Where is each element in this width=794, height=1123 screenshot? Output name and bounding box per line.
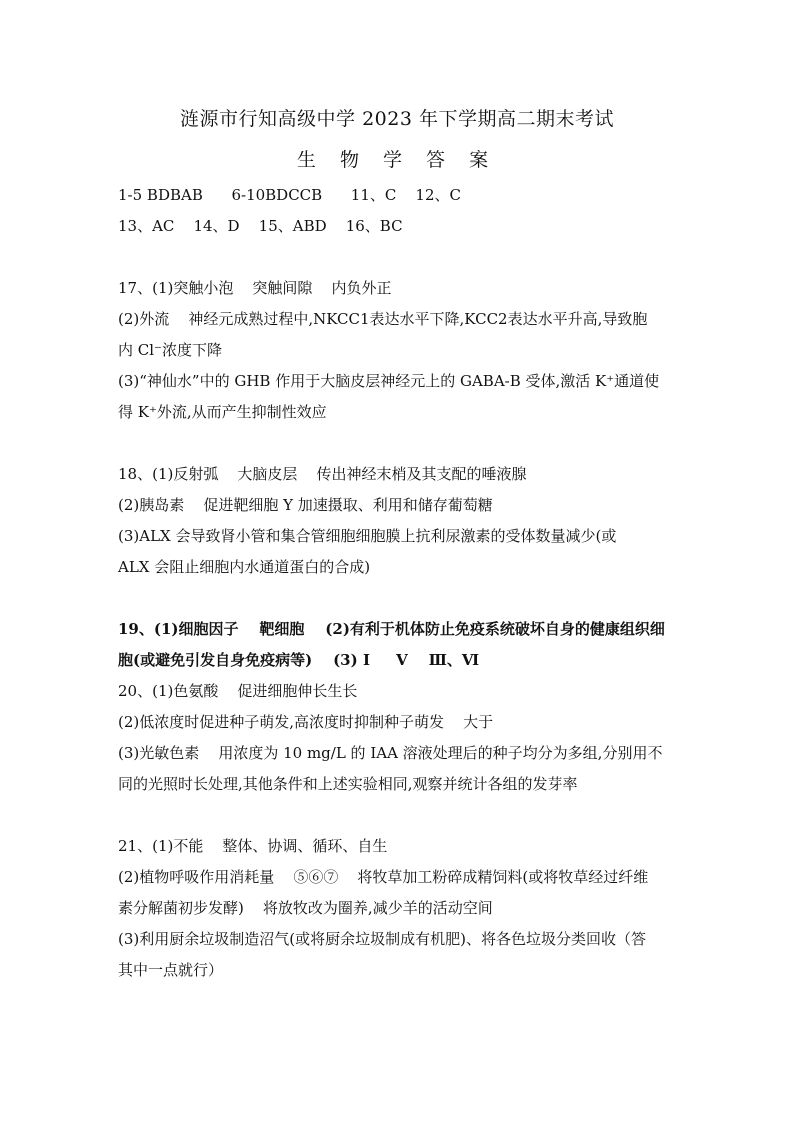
q19-line-2: 胞(或避免引发自身免疫病等) (3) Ⅰ Ⅴ Ⅲ、Ⅵ bbox=[118, 651, 480, 669]
spacer bbox=[118, 583, 678, 614]
q17-line-4: (3)“神仙水”中的 GHB 作用于大脑皮层神经元上的 GABA-B 受体,激活 K⁺通道使 bbox=[118, 372, 660, 390]
q18-line-4: ALX 会阻止细胞内水通道蛋白的合成) bbox=[118, 558, 371, 576]
q21-line-5: 其中一点就行） bbox=[118, 961, 224, 979]
q18-line-1: 18、(1)反射弧 大脑皮层 传出神经末梢及其支配的唾液腺 bbox=[118, 465, 527, 483]
page-title: 涟源市行知高级中学 2023 年下学期高二期末考试 bbox=[180, 108, 614, 130]
q17-line-2: (2)外流 神经元成熟过程中,NKCC1表达水平下降,KCC2表达水平升高,导致胞 bbox=[118, 310, 648, 328]
q19-line-1: 19、(1)细胞因子 靶细胞 (2)有利于机体防止免疫系统破坏自身的健康组织细 bbox=[118, 620, 665, 638]
q21-line-1: 21、(1)不能 整体、协调、循环、自生 bbox=[118, 837, 388, 855]
spacer bbox=[118, 242, 678, 273]
q21-line-3: 素分解菌初步发酵) 将放牧改为圈养,减少羊的活动空间 bbox=[118, 899, 493, 917]
q17-line-5: 得 K⁺外流,从而产生抑制性效应 bbox=[118, 403, 327, 421]
choice-answers-line-1: 1-5 BDBAB 6-10BDCCB 11、C 12、C bbox=[118, 186, 461, 204]
answer-body bbox=[118, 180, 678, 986]
choice-answers-line-2: 13、AC 14、D 15、ABD 16、BC bbox=[118, 217, 403, 235]
q21-line-4: (3)利用厨余垃圾制造沼气(或将厨余垃圾制成有机肥)、将各色垃圾分类回收（答 bbox=[118, 930, 646, 948]
q20-line-1: 20、(1)色氨酸 促进细胞伸长生长 bbox=[118, 682, 358, 700]
q20-line-2: (2)低浓度时促进种子萌发,高浓度时抑制种子萌发 大于 bbox=[118, 713, 494, 731]
q17-line-1: 17、(1)突触小泡 突触间隙 内负外正 bbox=[118, 279, 392, 297]
page-subtitle: 生 物 学 答 案 bbox=[296, 149, 498, 171]
q18-line-2: (2)胰岛素 促进靶细胞 Y 加速摄取、利用和储存葡萄糖 bbox=[118, 496, 493, 514]
q21-line-2: (2)植物呼吸作用消耗量 ⑤⑥⑦ 将牧草加工粉碎成精饲料(或将牧草经过纤维 bbox=[118, 868, 649, 886]
q18-line-3: (3)ALX 会导致肾小管和集合管细胞细胞膜上抗利尿激素的受体数量减少(或 bbox=[118, 527, 617, 545]
spacer bbox=[118, 428, 678, 459]
q20-line-3: (3)光敏色素 用浓度为 10 mg/L 的 IAA 溶液处理后的种子均分为多组,分别用不 bbox=[118, 744, 663, 762]
q20-line-4: 同的光照时长处理,其他条件和上述实验相同,观察并统计各组的发芽率 bbox=[118, 775, 578, 793]
q17-line-3: 内 Cl⁻浓度下降 bbox=[118, 341, 222, 359]
spacer bbox=[118, 800, 678, 831]
